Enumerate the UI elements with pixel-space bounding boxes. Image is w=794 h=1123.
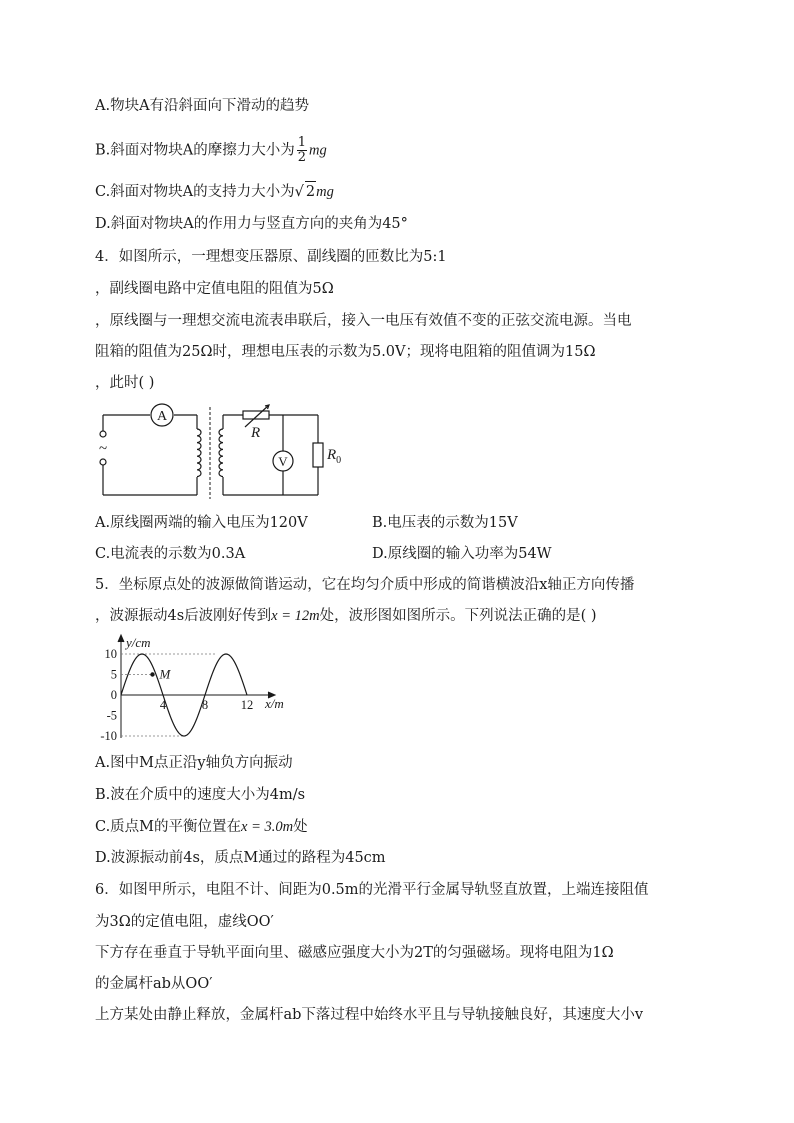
q5-position-math: x = 12m	[271, 608, 320, 624]
q4-line-5: ，此时( )	[95, 375, 155, 391]
q4-option-c: C.电流表的示数为0.3A	[95, 546, 246, 562]
voltmeter-label: V	[278, 454, 288, 469]
q5-line-2	[95, 606, 597, 626]
radicand: 2	[305, 181, 316, 202]
q3-option-c-text: C.斜面对物块A的支持力大小为	[95, 184, 295, 200]
q5-line-2-text: ，波源振动4s后波刚好传到	[95, 608, 272, 624]
q6-line-4: 的金属杆ab从OO′	[95, 976, 213, 992]
fixed-resistor-symbol: R	[327, 447, 337, 463]
x-tick-label: 4	[159, 698, 167, 712]
y-tick-label: 5	[110, 667, 117, 682]
transformer-circuit-diagram	[95, 403, 342, 503]
fixed-resistor-subscript: 0	[336, 455, 342, 466]
q5-option-c	[95, 817, 308, 837]
ac-source-symbol: ~	[98, 441, 108, 457]
wave-graph	[95, 632, 300, 744]
y-tick-label: -10	[100, 729, 117, 743]
q5-option-c-text: C.质点M的平衡位置在	[95, 819, 242, 835]
q3-option-c	[95, 181, 334, 202]
q5-option-b: B.波在介质中的速度大小为4m/s	[95, 787, 306, 803]
x-axis-label: x/m	[265, 696, 284, 711]
q4-line-4: 阻箱的阻值为25Ω时，理想电压表的示数为5.0V；现将电阻箱的阻值调为15Ω	[95, 344, 596, 360]
q5-line-1: 5．坐标原点处的波源做简谐运动，它在均匀介质中形成的简谐横波沿x轴正方向传播	[95, 577, 635, 593]
q3-option-a: A.物块A有沿斜面向下滑动的趋势	[95, 98, 310, 114]
q5-option-d: D.波源振动前4s，质点M通过的路程为45cm	[95, 850, 386, 866]
q3-option-b-unit: mg	[309, 142, 327, 159]
point-m-label: M	[159, 666, 171, 682]
resistor-box-label: R	[251, 425, 261, 441]
fixed-resistor-label	[326, 447, 341, 466]
x-tick-label: 8	[201, 698, 209, 712]
q6-line-2: 为3Ω的定值电阻，虚线OO′	[95, 914, 274, 930]
q6-line-5: 上方某处由静止释放，金属杆ab下落过程中始终水平且与导轨接触良好，其速度大小v	[95, 1007, 644, 1023]
q5-option-c-math: x = 3.0m	[241, 819, 294, 835]
q4-line-2: ，副线圈电路中定值电阻的阻值为5Ω	[95, 281, 334, 297]
radical-sign: √	[294, 184, 304, 200]
q3-option-d: D.斜面对物块A的作用力与竖直方向的夹角为45°	[95, 216, 408, 232]
q4-option-b: B.电压表的示数为15V	[372, 515, 518, 531]
fraction	[297, 136, 307, 165]
q5-line-2-tail: 处，波形图如图所示。下列说法正确的是( )	[319, 608, 597, 624]
q4-line-1: 4．如图所示，一理想变压器原、副线圈的匝数比为5:1	[95, 249, 447, 265]
fraction-numerator: 1	[297, 135, 307, 150]
y-tick-label: 0	[110, 688, 117, 702]
q6-line-3: 下方存在垂直于导轨平面向里、磁感应强度大小为2T的匀强磁场。现将电阻为1Ω	[95, 945, 614, 961]
q4-option-a: A.原线圈两端的输入电压为120V	[95, 515, 308, 531]
y-tick-label: 10	[104, 647, 117, 661]
y-tick-label: -5	[106, 708, 117, 723]
x-tick-label: 12	[240, 698, 254, 712]
point-m	[150, 672, 154, 676]
y-axis-label: y/cm	[126, 635, 151, 650]
q4-option-d: D.原线圈的输入功率为54W	[372, 546, 552, 562]
fraction-denominator: 2	[297, 150, 307, 165]
q6-line-1: 6．如图甲所示，电阻不计、间距为0.5m的光滑平行金属导轨竖直放置，上端连接阻值	[95, 882, 649, 898]
q5-option-a: A.图中M点正沿y轴负方向振动	[95, 755, 293, 771]
q4-line-3: ，原线圈与一理想交流电流表串联后，接入一电压有效值不变的正弦交流电源。当电	[95, 313, 632, 329]
q3-option-c-unit: mg	[316, 184, 334, 200]
q3-option-b-text: B.斜面对物块A的摩擦力大小为	[95, 142, 295, 159]
ammeter-label: A	[156, 409, 168, 424]
q3-option-b	[95, 136, 327, 165]
q5-option-c-tail: 处	[293, 819, 308, 835]
